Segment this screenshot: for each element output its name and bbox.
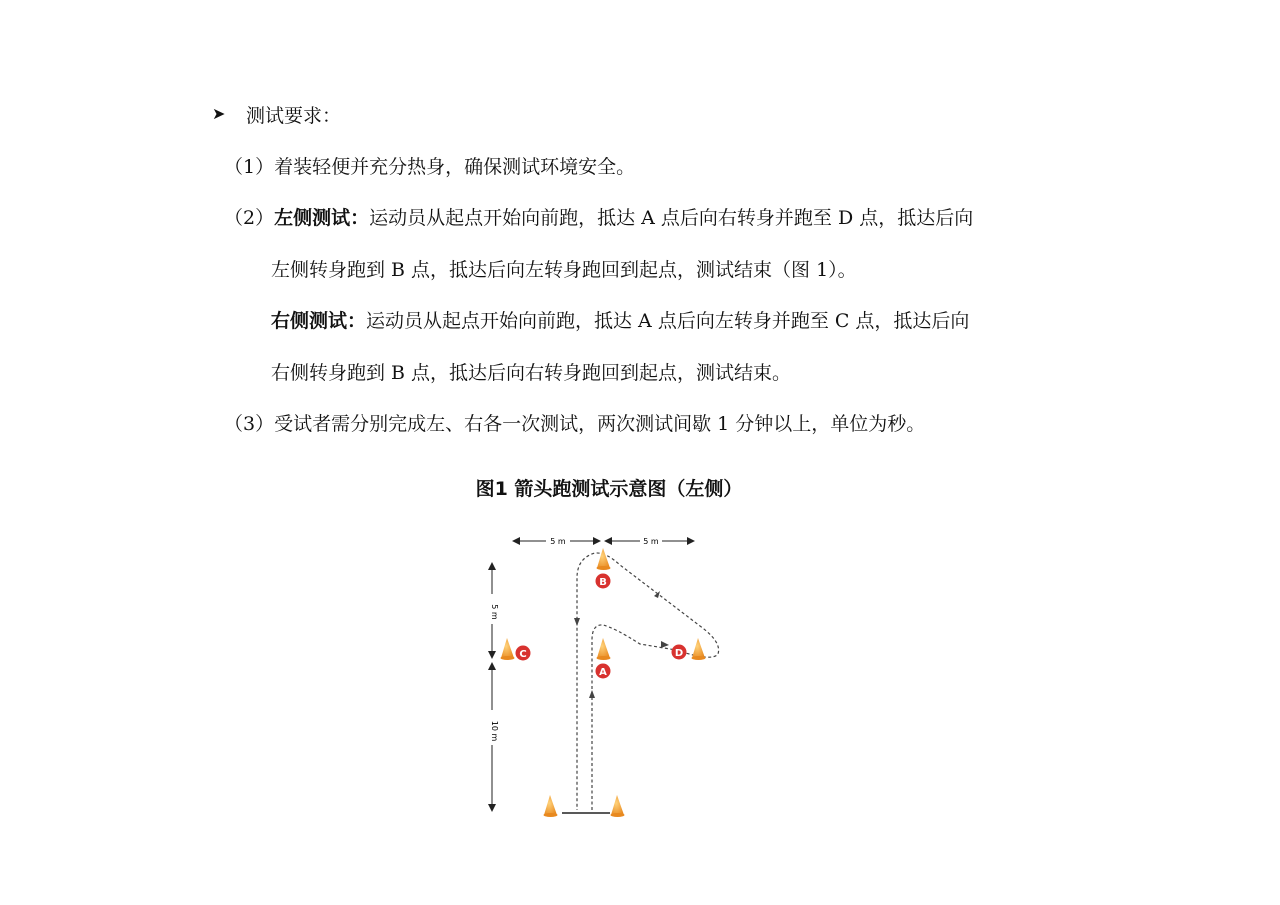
marker-b [596,574,611,589]
item-number: （2） [224,207,275,229]
requirement-item-2-continued: 左侧转身跑到 B 点，抵达后向左转身跑回到起点，测试结束（图 1）。 [271,259,857,281]
requirement-item-2b-continued: 右侧转身跑到 B 点，抵达后向右转身跑回到起点，测试结束。 [271,362,792,384]
requirement-item-2 [224,206,973,230]
marker-c [516,646,531,661]
item-bold-label: 右侧测试： [271,310,367,332]
cone-icon [501,638,515,660]
dim-top-right-label: 5 m [643,537,659,546]
marker-a [596,664,611,679]
marker-b-label: B [599,577,607,588]
marker-d [672,645,687,660]
section-heading: 测试要求： [246,105,342,127]
item-number: （3） [224,413,275,435]
cone-icon [544,795,558,817]
dimension-side-upper [490,563,499,658]
requirement-item-2b [271,309,969,333]
cone-icon [692,638,706,660]
dimension-top-left [513,537,600,546]
item-text: 运动员从起点开始向前跑，抵达 A 点后向右转身并跑至 D 点，抵达后向 [369,207,974,229]
item-text: 着装轻便并充分热身，确保测试环境安全。 [274,156,636,178]
marker-a-label: A [599,667,607,678]
path-direction-arrows [574,591,669,698]
dim-top-left-label: 5 m [550,537,566,546]
item-text: 受试者需分别完成左、右各一次测试，两次测试间歇 1 分钟以上，单位为秒。 [274,413,926,435]
item-number: （1） [224,156,275,178]
dimension-side-lower [490,663,499,811]
marker-c-label: C [519,649,527,660]
marker-d-label: D [674,648,684,659]
dimension-top-right [605,537,694,546]
arrowhead-run-diagram [470,525,750,825]
figure-caption: 图1 箭头跑测试示意图（左侧） [475,478,743,500]
requirement-item-3 [224,412,925,436]
item-bold-label: 左侧测试： [274,207,370,229]
dim-side-upper-label: 5 m [490,604,499,620]
cone-icon [611,795,625,817]
cone-icon [597,638,611,660]
dim-side-lower-label: 10 m [490,720,499,742]
cone-icon [597,548,611,570]
running-path [577,553,719,810]
requirement-item-1 [224,155,635,179]
item-text: 运动员从起点开始向前跑，抵达 A 点后向左转身并跑至 C 点，抵达后向 [366,310,970,332]
arrowhead-bullet-icon: ➤ [212,104,226,123]
